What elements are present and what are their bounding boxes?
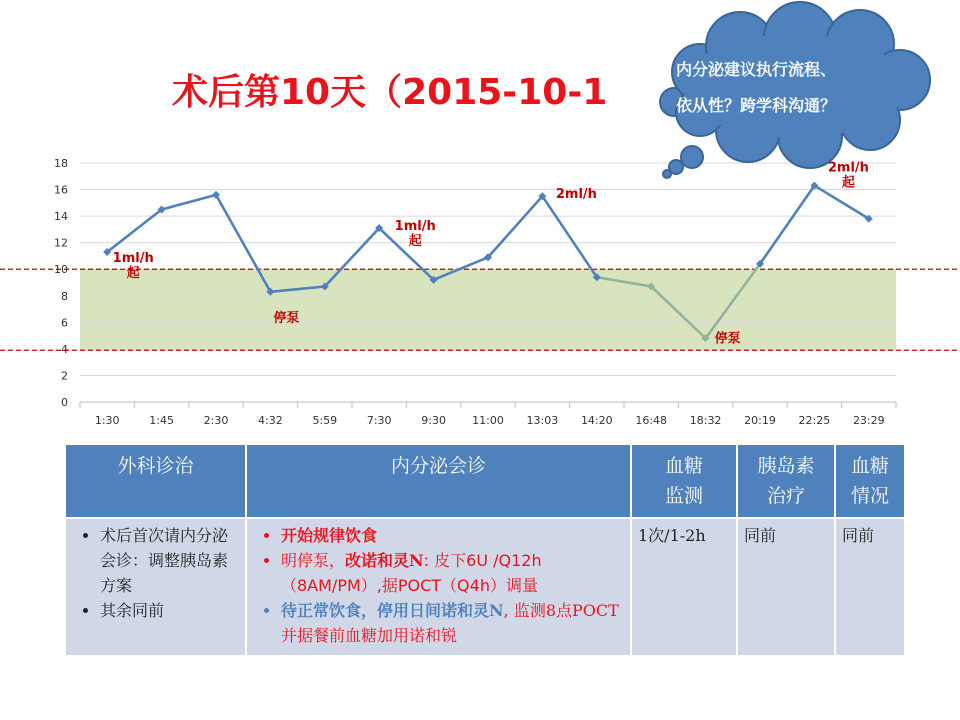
care-plan-table	[64, 443, 906, 657]
annotation-line: 起	[126, 265, 140, 281]
list-item: • 开始规律饮食	[281, 523, 624, 548]
x-tick-label: 14:20	[580, 414, 613, 427]
y-tick-label: 8	[61, 289, 68, 303]
list-item: • 明停泵，改诺和灵N: 皮下6U /Q12h（8AM/PM）,据POCT（Q4h）调量	[281, 548, 624, 598]
x-tick-label: 20:19	[744, 414, 776, 427]
x-tick-label: 5:59	[312, 414, 338, 427]
callout-text	[676, 52, 906, 124]
x-tick-label: 7:30	[366, 414, 392, 427]
y-tick-label: 0	[61, 396, 68, 409]
x-tick-label: 4:32	[258, 414, 283, 427]
annotation-line: 1ml/h	[112, 250, 154, 266]
annotation-line: 起	[841, 175, 855, 191]
annotation-line: 2ml/h	[555, 187, 597, 203]
annotation-line: 1ml/h	[394, 219, 436, 235]
slide-title: 术后第10天（2015-10-1	[172, 72, 608, 113]
y-tick-label: 4	[61, 342, 68, 356]
y-tick-label: 6	[61, 316, 68, 330]
callout-line-1: 内分泌建议执行流程、	[676, 60, 837, 79]
target-range-band	[80, 269, 896, 350]
cell-endocrine	[246, 518, 631, 656]
list-item: • 其余同前	[100, 598, 239, 623]
x-tick-label: 9:30	[421, 414, 446, 427]
x-tick-label: 18:32	[689, 414, 722, 427]
y-tick-label: 14	[54, 210, 68, 224]
cell-status: 同前	[835, 518, 905, 656]
x-tick-label: 13:03	[526, 414, 559, 427]
x-tick-label: 23:29	[852, 414, 885, 427]
header-endocrine: 内分泌会诊	[246, 444, 631, 518]
cell-monitoring: 1次/1-2h	[631, 518, 737, 656]
cell-surgery	[65, 518, 246, 656]
annotation-line: 停泵	[273, 310, 300, 326]
cell-insulin: 同前	[737, 518, 835, 656]
table-row	[65, 518, 905, 656]
annotation-line: 2ml/h	[827, 160, 869, 176]
list-item: • 术后首次请内分泌会诊：调整胰岛素方案	[100, 523, 239, 598]
annotation-line: 停泵	[714, 331, 741, 347]
y-tick-label: 10	[54, 263, 68, 277]
annotation-line: 起	[408, 234, 422, 250]
header-status: 血糖 情况	[835, 444, 905, 518]
header-surgery: 外科诊治	[65, 444, 246, 518]
x-tick-label: 1:45	[149, 414, 174, 427]
cloud-tail-bubble	[681, 146, 703, 168]
y-tick-label: 12	[54, 236, 68, 250]
x-tick-label: 2:30	[203, 414, 229, 427]
series-line-segment	[542, 196, 596, 277]
cloud-tail-bubble	[663, 170, 671, 178]
y-tick-label: 18	[54, 157, 68, 170]
callout-line-2: 依从性？跨学科沟通？	[676, 96, 837, 115]
header-monitoring: 血糖 监测	[631, 444, 737, 518]
series-line-segment	[488, 196, 542, 257]
y-tick-label: 2	[61, 369, 68, 383]
annotation-label	[273, 310, 299, 326]
x-tick-label: 11:00	[472, 414, 504, 427]
header-insulin: 胰岛素 治疗	[737, 444, 835, 518]
x-tick-label: 22:25	[798, 414, 831, 427]
list-item: • 待正常饮食，停用日间诺和灵N, 监测8点POCT并据餐前血糖加用诺和锐	[281, 598, 624, 648]
x-tick-label: 16:48	[635, 414, 668, 427]
annotation-label	[395, 219, 436, 249]
table-header-row	[65, 444, 905, 518]
x-tick-label: 1:30	[94, 414, 120, 427]
y-tick-label: 16	[54, 183, 68, 197]
annotation-label	[715, 330, 741, 346]
